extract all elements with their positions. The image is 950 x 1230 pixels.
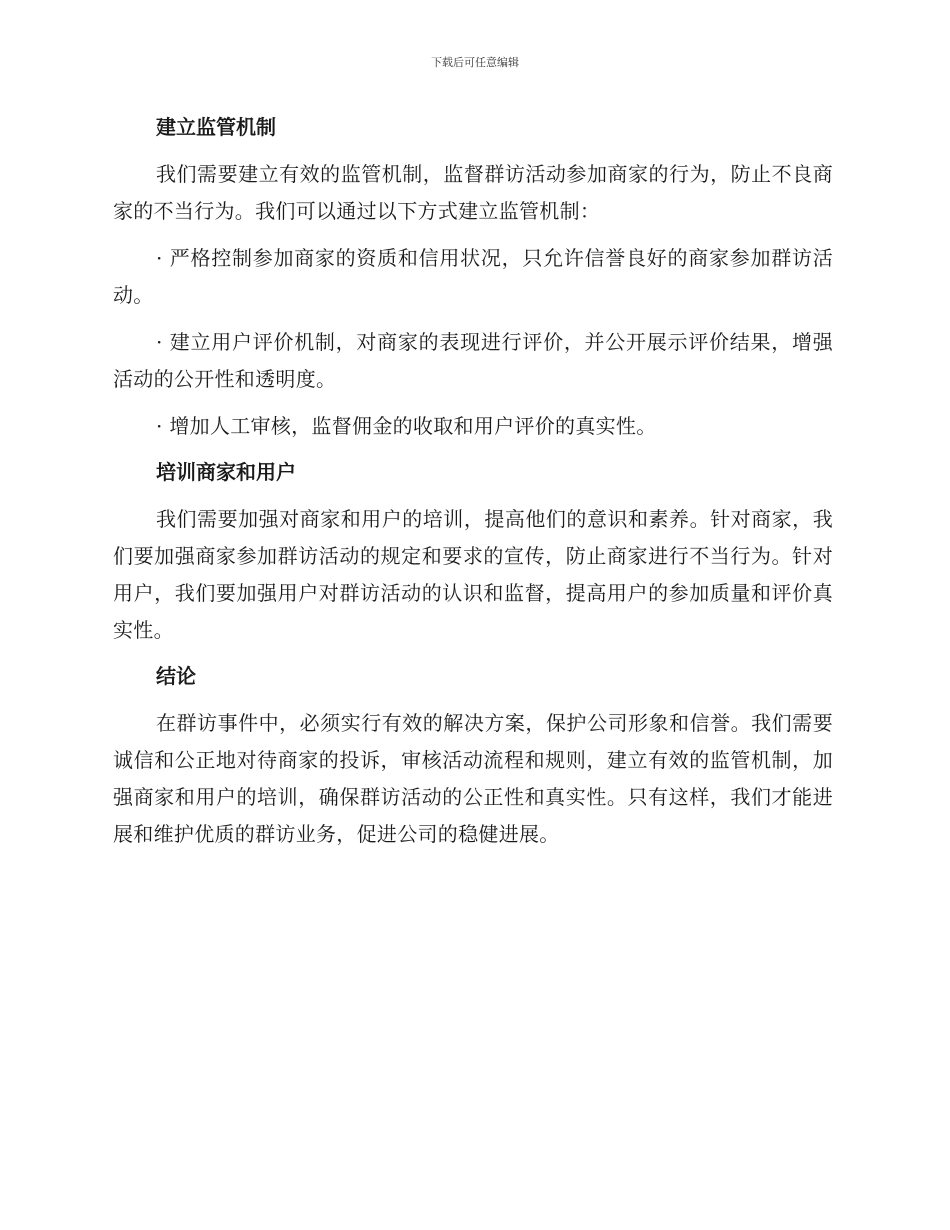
document-body — [113, 110, 833, 863]
page-header: 下载后可任意编辑 — [431, 56, 519, 69]
section-paragraph: 在群访事件中，必须实行有效的解决方案，保护公司形象和信誉。我们需要诚信和公正地对待商家的投诉，审核活动流程和规则，建立有效的监管机制，加强商家和用户的培训，确保群访活动的公正性和真实性。只有这样，我们才能进展和维护优质的群访业务，促进公司的稳健进展。 — [113, 711, 833, 846]
section-heading-training: 培训商家和用户 — [156, 460, 296, 484]
section-paragraph: 我们需要建立有效的监管机制，监督群访活动参加商家的行为，防止不良商家的不当行为。我们可以通过以下方式建立监管机制： — [113, 162, 833, 223]
bullet-item: · 建立用户评价机制，对商家的表现进行评价，并公开展示评价结果，增强活动的公开性和透明度。 — [113, 330, 833, 391]
section-paragraph: 我们需要加强对商家和用户的培训，提高他们的意识和素养。针对商家，我们要加强商家参加群访活动的规定和要求的宣传，防止商家进行不当行为。针对用户，我们要加强用户对群访活动的认识和监督，提高用户的参加质量和评价真实性。 — [113, 507, 833, 642]
section-heading-conclusion: 结论 — [156, 664, 196, 688]
section-heading-supervision: 建立监管机制 — [156, 115, 276, 139]
bullet-item: · 增加人工审核，监督佣金的收取和用户评价的真实性。 — [156, 414, 657, 438]
bullet-item: · 严格控制参加商家的资质和信用状况，只允许信誉良好的商家参加群访活动。 — [113, 246, 833, 307]
